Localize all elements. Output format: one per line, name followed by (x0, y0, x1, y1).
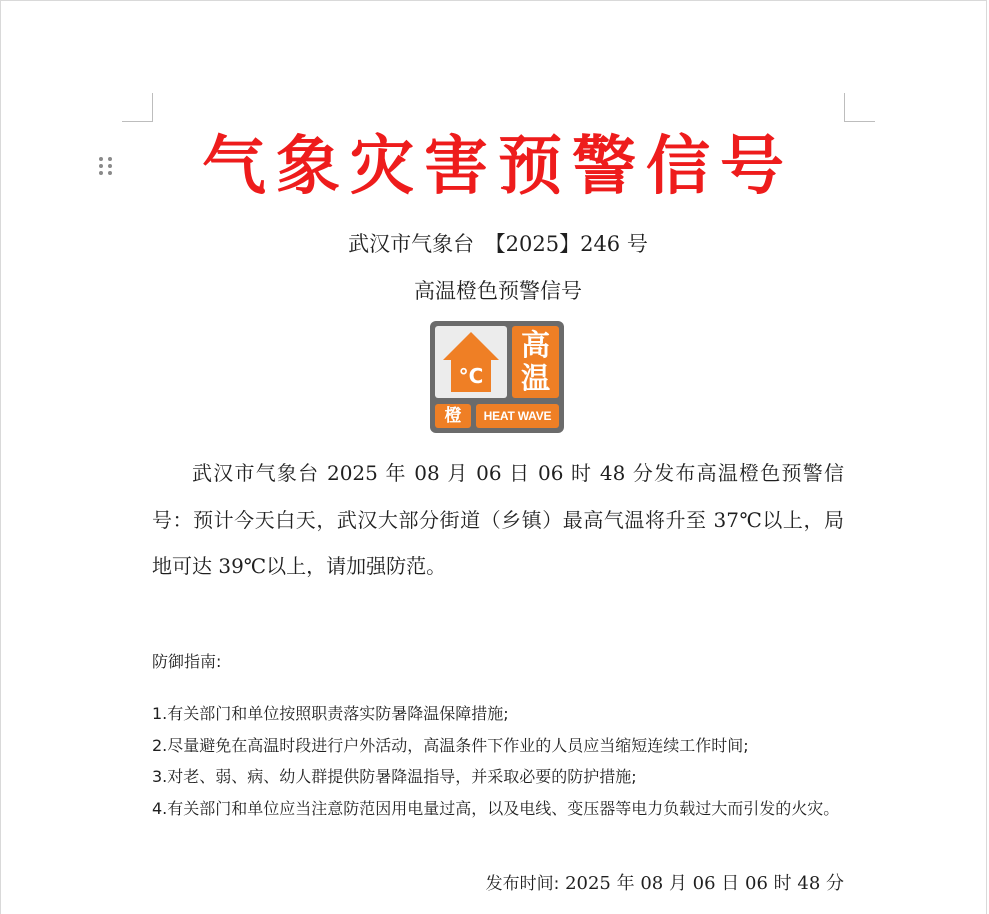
publish-time (486, 869, 844, 899)
margin-corner-top-right (844, 93, 875, 122)
drag-handle-icon[interactable] (99, 157, 113, 177)
warning-type-char-bottom: 温 (520, 361, 550, 395)
guide-item: 2.尽量避免在高温时段进行户外活动，高温条件下作业的人员应当缩短连续工作时间; (152, 735, 749, 755)
publish-time-value: 2025 年 08 月 06 日 06 时 48 分 (565, 873, 844, 894)
heat-wave-warning-icon (430, 321, 564, 433)
warning-type-panel (512, 326, 559, 398)
guide-list (152, 698, 844, 824)
document-title: 气象灾害预警信号 (202, 129, 794, 204)
signal-name: 高温橙色预警信号 (414, 279, 582, 303)
publish-time-label: 发布时间: (485, 874, 560, 894)
guide-item: 1.有关部门和单位按照职责落实防暑降温保障措施; (152, 704, 509, 723)
house-panel (435, 326, 507, 398)
margin-corner-top-left (122, 93, 153, 122)
warning-type-char-top: 高 (520, 328, 550, 362)
guide-item: 4.有关部门和单位应当注意防范因用电量过高，以及电线、变压器等电力负载过大而引发的火灾。 (152, 798, 840, 818)
warning-english-label: HEAT WAVE (476, 404, 559, 428)
guide-item: 3.对老、弱、病、幼人群提供防暑降温指导，并采取必要的防护措施; (152, 767, 637, 786)
celsius-symbol: °C (458, 364, 484, 388)
warning-body-text: 武汉市气象台 2025 年 08 月 06 日 06 时 48 分发布高温橙色预警信号：预计今天白天，武汉大部分街道（乡镇）最高气温将升至 37℃以上，局地可达 39℃以上，请加强防范。 (152, 461, 844, 578)
warning-level-char: 橙 (435, 404, 471, 428)
guide-heading: 防御指南: (152, 652, 222, 671)
issuer-line: 武汉市气象台 【2025】246 号 (348, 232, 648, 256)
